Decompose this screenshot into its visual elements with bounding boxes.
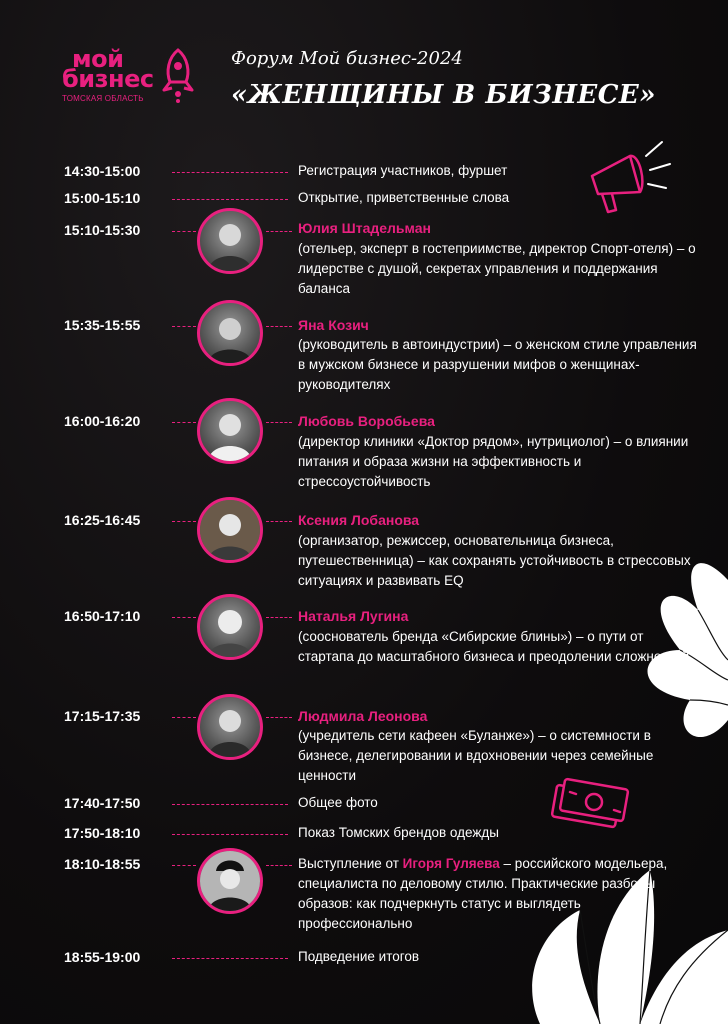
divider [266, 422, 292, 423]
logo [62, 46, 202, 108]
schedule-text: (организатор, режиссер, основательница бизнеса, путешественница) – как сохранять устойчивость в стрессовых ситуациях и развивать EQ [298, 533, 691, 588]
speaker-name: Яна Козич [298, 317, 369, 333]
schedule-time: 15:00-15:10 [64, 190, 141, 206]
divider [266, 326, 292, 327]
logo-line-1: мой [72, 45, 124, 73]
event-subtitle: Форум Мой бизнес-2024 [231, 48, 463, 69]
divider [172, 865, 196, 866]
schedule-time: 17:15-17:35 [64, 708, 141, 724]
speaker-photo [197, 300, 263, 366]
schedule-text: (сооснователь бренда «Сибирские блины») – о пути от стартапа до масштабного бизнеса и преодолении сложностей [298, 629, 690, 664]
schedule-time: 14:30-15:00 [64, 163, 141, 179]
divider [172, 834, 288, 835]
schedule-time: 15:35-15:55 [64, 317, 141, 333]
schedule-time: 16:25-16:45 [64, 512, 141, 528]
speaker-name: Людмила Леонова [298, 708, 428, 724]
schedule-time: 16:00-16:20 [64, 413, 141, 429]
divider [266, 717, 292, 718]
schedule-text-body: – российского модельера, специалиста по деловому стилю. Практические разборы образов: как подчеркнуть статус и выглядеть профессионально [298, 856, 668, 931]
logo-line-2: бизнес [62, 65, 154, 93]
divider [172, 617, 196, 618]
speaker-name: Юлия Штадельман [298, 220, 431, 236]
divider [172, 326, 196, 327]
divider [266, 865, 292, 866]
speaker-photo [197, 398, 263, 464]
divider [172, 199, 288, 200]
rocket-icon [160, 48, 196, 104]
logo-region: ТОМСКАЯ ОБЛАСТЬ [62, 94, 144, 103]
schedule-text: Открытие, приветственные слова [298, 190, 510, 205]
speaker-name: Наталья Лугина [298, 608, 409, 624]
schedule-time: 17:40-17:50 [64, 795, 141, 811]
schedule-text: (учредитель сети кафеен «Буланже») – о системности в бизнесе, делегировании и вдохновении через семейные ценности [298, 728, 654, 783]
schedule-time: 15:10-15:30 [64, 222, 141, 238]
speaker-photo [197, 497, 263, 563]
speaker-photo [197, 848, 263, 914]
divider [266, 521, 292, 522]
schedule-time: 18:55-19:00 [64, 949, 141, 965]
schedule-text: Подведение итогов [298, 949, 420, 964]
schedule-text: Общее фото [298, 795, 378, 810]
schedule-text: (отельер, эксперт в гостеприимстве, директор Спорт-отеля) – о лидерстве с душой, секретах управления и поддержания баланса [298, 241, 696, 296]
speaker-name: Игоря Гуляева [402, 856, 500, 871]
schedule-text: Показ Томских брендов одежды [298, 825, 499, 840]
divider [172, 231, 196, 232]
divider [172, 804, 288, 805]
speaker-photo [197, 208, 263, 274]
event-title: «ЖЕНЩИНЫ В БИЗНЕСЕ» [231, 80, 656, 110]
divider [266, 231, 292, 232]
schedule-time: 18:10-18:55 [64, 856, 141, 872]
divider [172, 958, 288, 959]
schedule-text: Регистрация участников, фуршет [298, 163, 508, 178]
schedule-time: 17:50-18:10 [64, 825, 141, 841]
divider [172, 422, 196, 423]
speaker-photo [197, 594, 263, 660]
speaker-photo [197, 694, 263, 760]
divider [266, 617, 292, 618]
schedule-text [298, 854, 698, 934]
speaker-name: Любовь Воробьева [298, 413, 435, 429]
divider [172, 172, 288, 173]
schedule-time: 16:50-17:10 [64, 608, 141, 624]
schedule-text: (директор клиники «Доктор рядом», нутрициолог) – о влиянии питания и образа жизни на эффективность и стрессоустойчивость [298, 434, 689, 489]
schedule-text-intro: Выступление от [298, 856, 403, 871]
divider [172, 717, 196, 718]
divider [172, 521, 196, 522]
schedule-text: (руководитель в автоиндустрии) – о женском стиле управления в мужском бизнесе и разрушении мифов о женщинах-руководителях [298, 337, 697, 392]
speaker-name: Ксения Лобанова [298, 512, 420, 528]
